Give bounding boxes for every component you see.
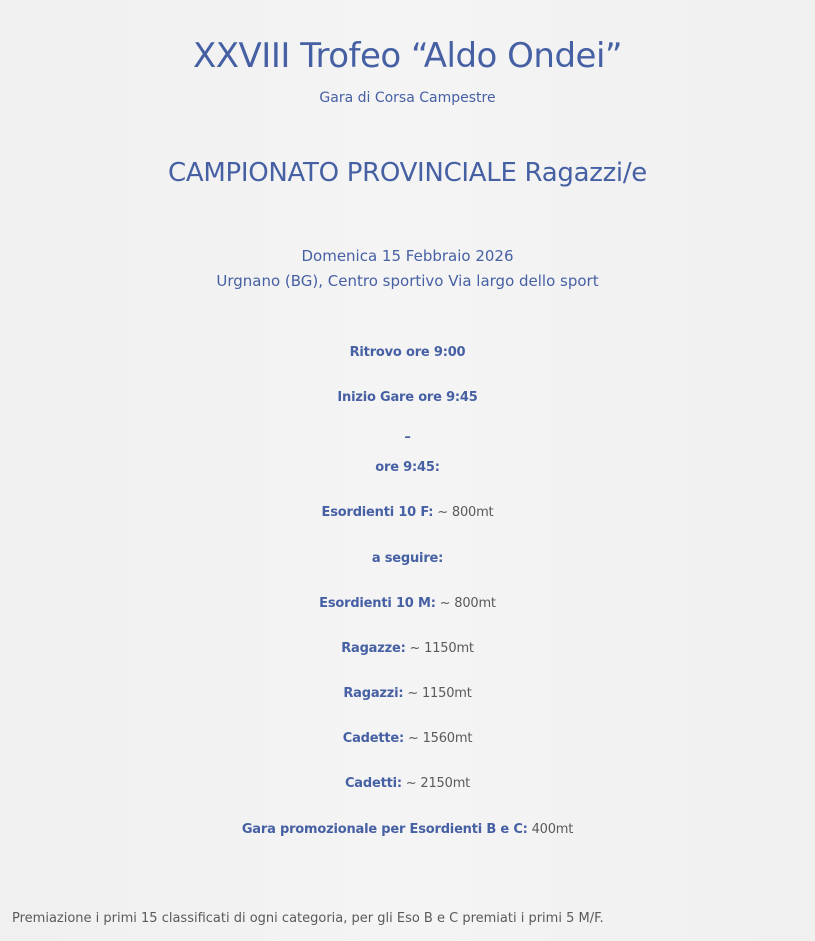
page-subtitle: Gara di Corsa Campestre: [319, 90, 496, 106]
page-title: XXVIII Trofeo “Aldo Ondei”: [192, 36, 623, 76]
race-distance: 400mt: [527, 822, 574, 837]
race-distance: ~ 1150mt: [403, 686, 472, 701]
race-label: Gara promozionale per Esordienti B e C:: [241, 822, 528, 837]
race-label: Esordienti 10 F:: [321, 505, 434, 520]
race-ragazze: [0, 641, 815, 656]
start-time: Inizio Gare ore 9:45: [337, 390, 478, 405]
race-label: Ragazze:: [341, 641, 406, 656]
race-esordienti-m: [0, 596, 815, 611]
race-distance: ~ 2150mt: [401, 776, 471, 791]
championship-heading: CAMPIONATO PROVINCIALE Ragazzi/e: [168, 158, 647, 188]
race-label: Cadetti:: [344, 776, 402, 791]
following-label: a seguire:: [371, 551, 444, 566]
race-cadetti: [0, 776, 815, 791]
race-promozionale: [0, 822, 815, 837]
race-cadette: [0, 731, 815, 746]
race-distance: ~ 800mt: [435, 596, 496, 611]
race-label: Esordienti 10 M:: [319, 596, 436, 611]
race-ragazzi: [0, 686, 815, 701]
race-label: Cadette:: [342, 731, 405, 746]
race-esordienti-f: [0, 505, 815, 520]
race-distance: ~ 1560mt: [404, 731, 473, 746]
race-time: ore 9:45:: [375, 460, 440, 475]
event-location: Urgnano (BG), Centro sportivo Via largo dello sport: [216, 272, 599, 290]
race-distance: ~ 800mt: [433, 505, 494, 520]
race-label: Ragazzi:: [343, 686, 404, 701]
awards-note: Premiazione i primi 15 classificati di ogni categoria, per gli Eso B e C premiati i primi 5 M/F.: [12, 911, 604, 926]
dash-separator: –: [404, 430, 411, 445]
event-date: Domenica 15 Febbraio 2026: [301, 247, 514, 265]
meeting-time: Ritrovo ore 9:00: [349, 345, 466, 360]
race-distance: ~ 1150mt: [405, 641, 474, 656]
